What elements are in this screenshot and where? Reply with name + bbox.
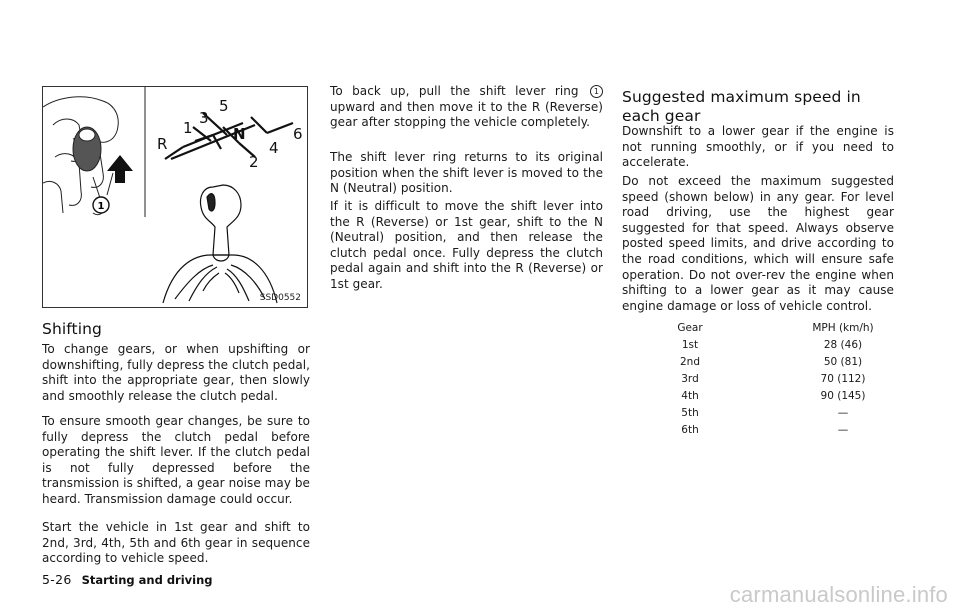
table-cell-gear: 1st	[681, 339, 699, 351]
section-title: Starting and driving	[81, 573, 213, 587]
table-cell-gear: 5th	[681, 407, 699, 419]
shifting-heading: Shifting	[42, 320, 102, 338]
table-row	[622, 356, 894, 372]
gear-label-R: R	[157, 135, 168, 153]
table-header-row	[622, 322, 894, 338]
hand-illustration	[43, 97, 118, 215]
max-speed-heading: Suggested maximum speed in each gear	[622, 88, 861, 125]
shift-knob-illustration	[163, 185, 277, 303]
gear-label-4: 4	[269, 139, 279, 157]
table-header-speed: MPH (km/h)	[812, 322, 874, 334]
table-cell-gear: 3rd	[681, 373, 699, 385]
reverse-paragraph-3: If it is difficult to move the shift lever into the R (Reverse) or 1st gear, shift to the N (Neutral) position, and then release the clutch pedal once. Fully depress the clutch pedal again and shift into the R (Reverse) or 1st gear.	[330, 199, 603, 291]
table-cell-speed: 50 (81)	[823, 356, 863, 368]
callout-number: 1	[97, 201, 105, 212]
table-row	[622, 373, 894, 389]
max-speed-paragraph-2: Do not exceed the maximum suggested speed (shown below) in any gear. For level road driving, use the highest gear suggested for that speed. Always observe posted speed limits, and drive according to the road conditions, which will ensure safe operation. Do not over-rev the engine when shifting to a lower gear as it may cause engine damage or loss of vehicle control.	[622, 174, 894, 313]
table-cell-gear: 4th	[681, 390, 699, 402]
shifting-paragraph-1: To change gears, or when upshifting or downshifting, fully depress the clutch pedal, shift into the appropriate gear, then slowly and smoothly release the clutch pedal.	[42, 342, 311, 403]
shifting-paragraph-3: Start the vehicle in 1st gear and shift to 2nd, 3rd, 4th, 5th and 6th gear in sequence according to vehicle speed.	[42, 520, 310, 566]
gear-label-6: 6	[293, 125, 303, 143]
table-row	[622, 390, 894, 406]
shift-pattern-figure	[42, 86, 308, 308]
table-row	[622, 424, 894, 440]
table-cell-speed: 28 (46)	[823, 339, 863, 351]
gear-label-5: 5	[219, 97, 229, 115]
table-cell-speed: 70 (112)	[820, 373, 866, 385]
gear-label-N: N	[233, 125, 246, 143]
table-header-gear: Gear	[677, 322, 703, 334]
gear-label-3: 3	[199, 109, 209, 127]
max-speed-paragraph-1: Downshift to a lower gear if the engine is not running smoothly, or if you need to accelerate.	[622, 124, 894, 170]
reverse-text-before-icon: To back up, pull the shift lever ring	[330, 84, 579, 98]
figure-code: SSD0552	[259, 293, 301, 303]
table-cell-gear: 2nd	[679, 356, 700, 368]
page-footer	[42, 572, 213, 587]
gear-label-1: 1	[183, 119, 193, 137]
table-cell-speed: —	[837, 424, 849, 436]
table-row	[622, 407, 894, 423]
watermark-link[interactable]: carmanualsonline.info	[729, 582, 948, 607]
table-cell-gear: 6th	[681, 424, 699, 436]
shift-lever-illustration	[43, 87, 307, 307]
reverse-text-after-icon: upward and then move it to the R (Reverse) gear after stopping the vehicle completely.	[330, 99, 603, 130]
gear-label-2: 2	[249, 153, 259, 171]
table-cell-speed: —	[837, 407, 849, 419]
page-number: 5-26	[42, 572, 72, 587]
table-cell-speed: 90 (145)	[820, 390, 866, 402]
table-row	[622, 339, 894, 355]
callout-1-icon: 1	[590, 85, 603, 98]
reverse-paragraph-2: The shift lever ring returns to its original position when the shift lever is moved to the N (Neutral) position.	[330, 150, 603, 196]
reverse-paragraph-1	[330, 84, 603, 131]
shifting-paragraph-2: To ensure smooth gear changes, be sure to fully depress the clutch pedal before operating the shift lever. If the clutch pedal is not fully depressed before the transmission is shifted, a gear noise may be heard. Transmission damage could occur.	[42, 414, 310, 506]
